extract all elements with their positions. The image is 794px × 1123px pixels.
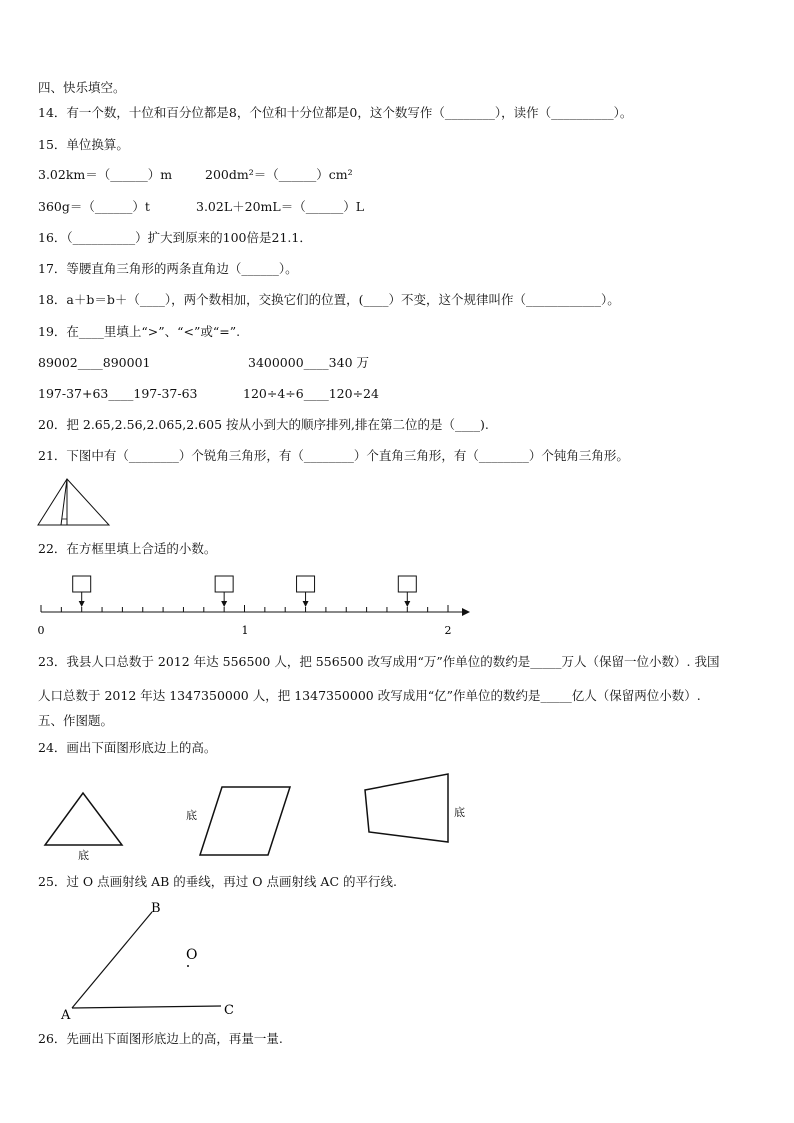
question-15-d: 3.02L＋20mL＝（______）L	[196, 199, 364, 214]
pointer-arrow	[221, 601, 227, 607]
triangle-shape	[40, 790, 130, 860]
question-15-c: 360g＝（______）t	[38, 199, 150, 214]
point-label-o: O	[186, 947, 198, 963]
tick-label-1: 1	[241, 624, 249, 637]
question-25: 25．过 O 点画射线 AB 的垂线，再过 O 点画射线 AC 的平行线.	[38, 874, 397, 889]
point-label-a: A	[61, 1008, 71, 1023]
question-20: 20．把 2.65,2.56,2.065,2.605 按从小到大的顺序排列,排在第二位的是（____).	[38, 417, 489, 432]
question-19-title: 19．在____里填上“>”、“<”或“=”.	[38, 324, 241, 339]
point-label-b: B	[151, 901, 161, 916]
question-22: 22．在方框里填上合适的小数。	[38, 541, 217, 556]
question-14: 14．有一个数，十位和百分位都是8，个位和十分位都是0，这个数写作（________），读作（__________）。	[38, 105, 633, 120]
question-19-d: 120÷4÷6____120÷24	[243, 386, 379, 401]
ray-figure	[55, 898, 255, 1023]
answer-box	[215, 576, 233, 592]
question-15-a: 3.02km＝（______）m	[38, 167, 173, 182]
question-19-a: 89002____890001	[38, 355, 151, 370]
base-label-trapezoid: 底	[454, 806, 465, 819]
trapezoid-shape	[360, 770, 470, 850]
tick-label-0: 0	[37, 624, 45, 637]
number-line	[34, 572, 474, 642]
parallelogram-shape	[186, 775, 296, 865]
pointer-arrow	[79, 601, 85, 607]
question-19-c: 197-37+63____197-37-63	[38, 386, 198, 401]
question-15-b: 200dm²＝（______）cm²	[205, 167, 353, 182]
point-label-c: C	[224, 1003, 234, 1018]
point-o	[187, 965, 189, 967]
section-4-title: 四、快乐填空。	[38, 80, 126, 95]
question-23-line1: 23．我县人口总数于 2012 年达 556500 人，把 556500 改写成用“万”作单位的数约是_____万人（保留一位小数）. 我国	[38, 654, 720, 669]
tick-label-2: 2	[444, 624, 452, 637]
question-21: 21．下图中有（________）个锐角三角形，有（________）个直角三角形，有（________）个钝角三角形。	[38, 448, 629, 463]
question-16: 16．（__________）扩大到原来的100倍是21.1．	[38, 230, 312, 245]
question-24: 24．画出下面图形底边上的高。	[38, 740, 217, 755]
base-label-parallelogram: 底	[186, 809, 197, 822]
pointer-arrow	[303, 601, 309, 607]
question-19-b: 3400000____340 万	[248, 355, 370, 370]
pointer-arrow	[404, 601, 410, 607]
answer-box	[297, 576, 315, 592]
question-18: 18．a＋b＝b＋（____），两个数相加，交换它们的位置，(____）不变，这个规律叫作（____________）。	[38, 292, 620, 307]
question-23-line2: 人口总数于 2012 年达 1347350000 人，把 1347350000 改写成用“亿”作单位的数约是_____亿人（保留两位小数）.	[38, 688, 701, 703]
answer-box	[73, 576, 91, 592]
question-15-title: 15．单位换算。	[38, 137, 129, 152]
base-label-triangle: 底	[78, 849, 89, 860]
question-17: 17．等腰直角三角形的两条直角边（______）。	[38, 261, 298, 276]
section-5-title: 五、作图题。	[38, 713, 114, 728]
answer-box	[398, 576, 416, 592]
triangle-figure	[36, 476, 112, 528]
question-26: 26．先画出下面图形底边上的高，再量一量.	[38, 1031, 283, 1046]
